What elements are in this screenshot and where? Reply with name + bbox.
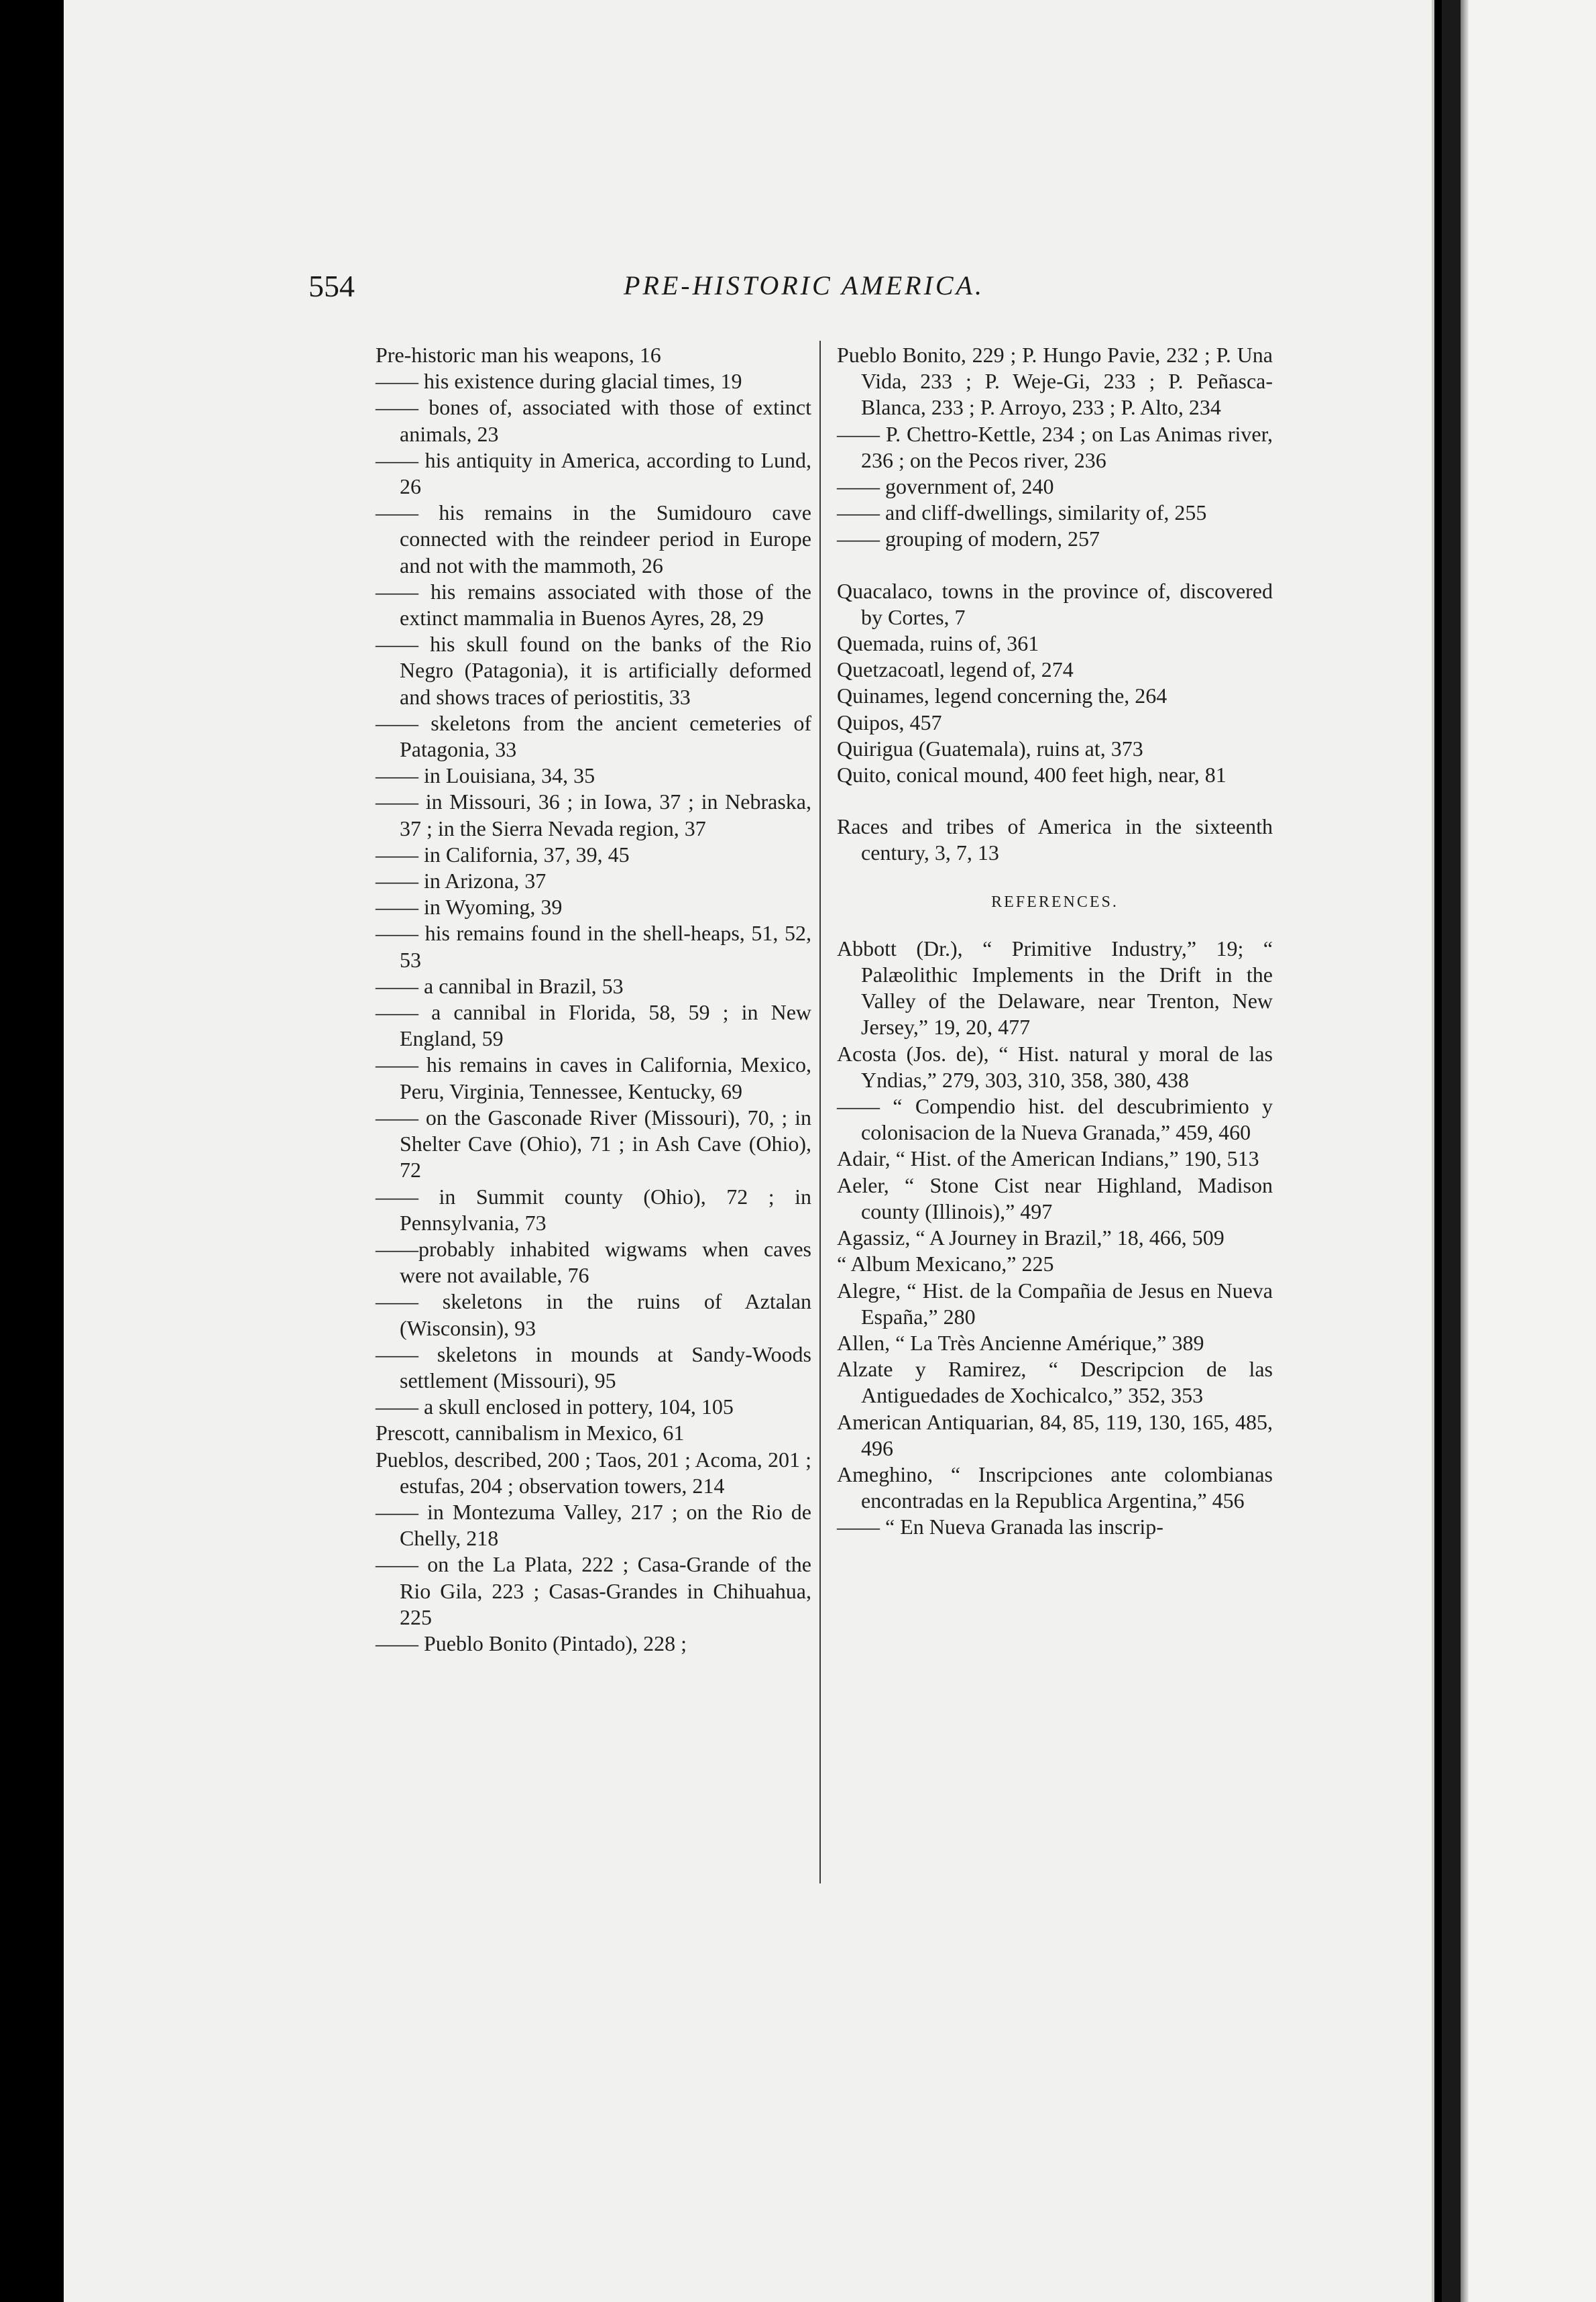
index-column-right <box>837 342 1273 1541</box>
index-entry: Quacalaco, towns in the province of, discovered by Cortes, 7 <box>837 578 1273 629</box>
page-fold <box>1461 0 1469 2302</box>
index-entry: Quipos, 457 <box>837 710 942 734</box>
index-entry: —— bones of, associated with those of extinct animals, 23 <box>376 395 811 446</box>
reference-entry: Allen, “ La Très Ancienne Amérique,” 389 <box>837 1330 1204 1355</box>
index-entry: —— his existence during glacial times, 19 <box>376 369 742 394</box>
index-entry: —— his remains found in the shell-heaps, 51, 52, 53 <box>376 921 811 972</box>
index-entry: —— in Summit county (Ohio), 72 ; in Pennsylvania, 73 <box>376 1184 811 1235</box>
index-entry: —— his remains associated with those of the extinct mammalia in Buenos Ayres, 28, 29 <box>376 579 811 631</box>
page-number: 554 <box>308 269 355 303</box>
page-header <box>308 268 1261 309</box>
column-divider <box>819 341 821 1883</box>
index-entry: —— in Montezuma Valley, 217 ; on the Rio de Chelly, 218 <box>376 1499 811 1551</box>
reference-entry: Aeler, “ Stone Cist near Highland, Madison county (Illinois),” 497 <box>837 1172 1273 1223</box>
references-heading: REFERENCES. <box>991 893 1119 911</box>
index-entry: —— and cliff-dwellings, similarity of, 255 <box>837 500 1207 525</box>
reference-entry: Agassiz, “ A Journey in Brazil,” 18, 466, 509 <box>837 1225 1224 1250</box>
index-entry: —— a cannibal in Florida, 58, 59 ; in New England, 59 <box>376 1000 811 1051</box>
index-entry: Quinames, legend concerning the, 264 <box>837 683 1167 708</box>
index-entry: —— skeletons from the ancient cemeteries of Patagonia, 33 <box>376 710 811 762</box>
index-entry: Pueblos, described, 200 ; Taos, 201 ; Acoma, 201 ; estufas, 204 ; observation towers, 214 <box>376 1447 811 1498</box>
index-entry: —— in Louisiana, 34, 35 <box>376 763 595 788</box>
index-entry: —— P. Chettro-Kettle, 234 ; on Las Animas river, 236 ; on the Pecos river, 236 <box>837 421 1273 472</box>
index-entry: Prescott, cannibalism in Mexico, 61 <box>376 1421 685 1445</box>
index-entry: Quirigua (Guatemala), ruins at, 373 <box>837 736 1143 761</box>
index-entry: Quito, conical mound, 400 feet high, near, 81 <box>837 763 1227 787</box>
index-entry: —— in Arizona, 37 <box>376 869 547 893</box>
index-entry: —— in Wyoming, 39 <box>376 895 563 920</box>
index-entry: —— a cannibal in Brazil, 53 <box>376 973 624 998</box>
index-entry: Pre-historic man his weapons, 16 <box>376 343 661 367</box>
index-entry: Races and tribes of America in the sixteenth century, 3, 7, 13 <box>837 814 1273 865</box>
index-entry: Quemada, ruins of, 361 <box>837 631 1039 656</box>
index-entry: Pueblo Bonito, 229 ; P. Hungo Pavie, 232 ; P. Una Vida, 233 ; P. Weje-Gi, 233 ; P. Peñasca-Blanca, 233 ; P. Arroyo, 233 ; P. Alto, 234 <box>837 343 1273 420</box>
index-entry: —— his skull found on the banks of the Rio Negro (Patagonia), it is artificially deformed and shows traces of periostitis, 33 <box>376 632 811 709</box>
index-entry: —— on the Gasconade River (Missouri), 70, ; in Shelter Cave (Ohio), 71 ; in Ash Cave (Ohio), 72 <box>376 1105 811 1183</box>
reference-entry: Alegre, “ Hist. de la Compañia de Jesus en Nueva España,” 280 <box>837 1278 1273 1329</box>
reference-entry: Ameghino, “ Inscripciones ante colombianas encontradas en la Republica Argentina,” 456 <box>837 1462 1273 1513</box>
index-entry: —— Pueblo Bonito (Pintado), 228 ; <box>376 1631 687 1655</box>
reference-entry: Adair, “ Hist. of the American Indians,” 190, 513 <box>837 1146 1259 1171</box>
reference-entry: Acosta (Jos. de), “ Hist. natural y moral de las Yndias,” 279, 303, 310, 358, 380, 438 <box>837 1041 1273 1092</box>
index-entry: —— a skull enclosed in pottery, 104, 105 <box>376 1394 734 1419</box>
index-entry: —— his remains in caves in California, Mexico, Peru, Virginia, Tennessee, Kentucky, 69 <box>376 1052 811 1103</box>
index-entry: Quetzacoatl, legend of, 274 <box>837 657 1074 682</box>
index-entry: —— skeletons in the ruins of Aztalan (Wisconsin), 93 <box>376 1289 811 1340</box>
running-title: PRE-HISTORIC AMERICA. <box>624 270 985 300</box>
reference-entry: Abbott (Dr.), “ Primitive Industry,” 19; “ Palæolithic Implements in the Drift in the Valley of the Delaware, near Trenton, New Jersey,” 19, 20, 477 <box>837 936 1273 1040</box>
index-entry: —— on the La Plata, 222 ; Casa-Grande of the Rio Gila, 223 ; Casas-Grandes in Chihuahua, 225 <box>376 1552 811 1629</box>
reference-entry: “ Album Mexicano,” 225 <box>837 1252 1054 1276</box>
index-entry: —— government of, 240 <box>837 474 1054 499</box>
index-entry: —— skeletons in mounds at Sandy-Woods settlement (Missouri), 95 <box>376 1341 811 1392</box>
reference-entry: —— “ En Nueva Granada las inscrip- <box>837 1515 1163 1539</box>
index-entry: —— in California, 37, 39, 45 <box>376 842 630 867</box>
index-entry: ——probably inhabited wigwams when caves were not available, 76 <box>376 1236 811 1288</box>
index-entry: —— in Missouri, 36 ; in Iowa, 37 ; in Nebraska, 37 ; in the Sierra Nevada region, 37 <box>376 789 811 840</box>
index-entry: —— his remains in the Sumidouro cave connected with the reindeer period in Europe and not with the mammoth, 26 <box>376 500 811 578</box>
index-entry: —— his antiquity in America, according to Lund, 26 <box>376 447 811 499</box>
reference-entry: Alzate y Ramirez, “ Descripcion de las Antiguedades de Xochicalco,” 352, 353 <box>837 1357 1273 1408</box>
index-column-left <box>376 342 811 1657</box>
index-entry: —— grouping of modern, 257 <box>837 527 1100 551</box>
reference-entry: American Antiquarian, 84, 85, 119, 130, 165, 485, 496 <box>837 1409 1273 1460</box>
reference-entry: —— “ Compendio hist. del descubrimiento y colonisacion de la Nueva Granada,” 459, 460 <box>837 1094 1273 1145</box>
adjacent-page-edge <box>1442 0 1596 2302</box>
